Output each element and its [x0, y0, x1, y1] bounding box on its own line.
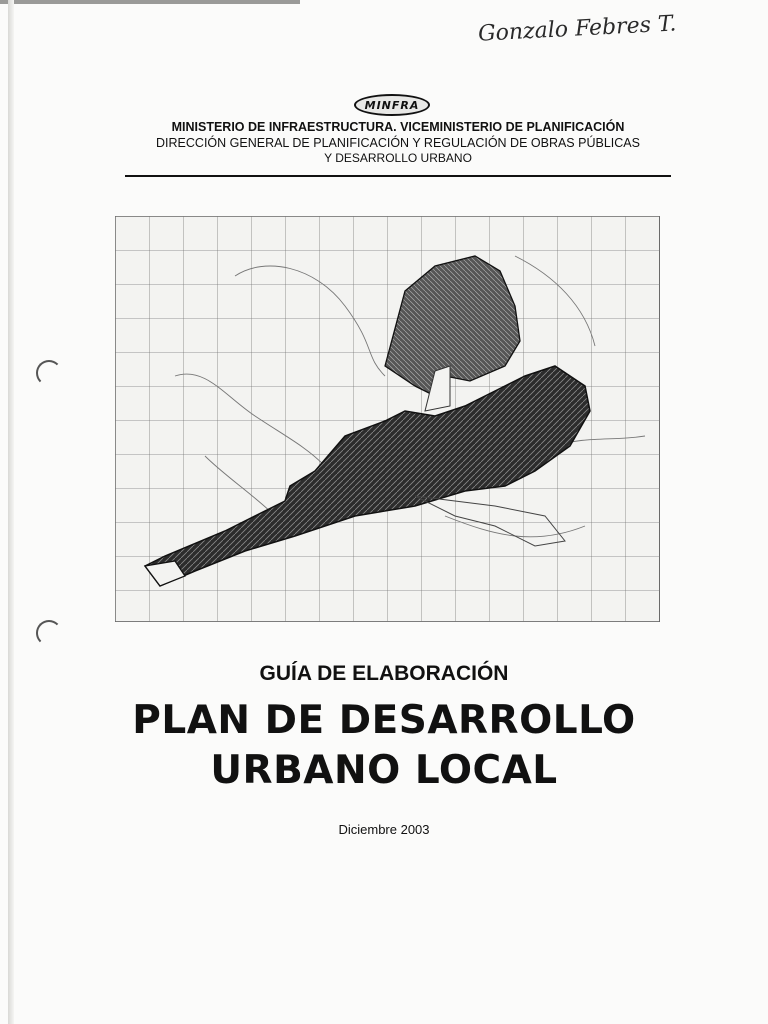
document-title — [0, 696, 768, 796]
minfra-logo: MINFRA — [354, 94, 430, 116]
handwritten-note: Gonzalo Febres T. — [477, 11, 677, 47]
city-map-image — [115, 216, 660, 622]
punch-hole-bottom — [36, 620, 62, 646]
publication-date: Diciembre 2003 — [338, 822, 430, 837]
ministry-header — [125, 120, 671, 165]
punch-hole-top — [36, 360, 62, 386]
guide-subtitle: GUÍA DE ELABORACIÓN — [259, 662, 509, 685]
header-divider — [125, 175, 671, 177]
scan-top-edge — [0, 0, 300, 4]
title-line-2: URBANO LOCAL — [210, 748, 558, 793]
ministry-line: MINISTERIO DE INFRAESTRUCTURA. VICEMINISTERIO DE PLANIFICACIÓN — [171, 120, 625, 134]
directorate-line-2: Y DESARROLLO URBANO — [324, 151, 472, 165]
scan-binding-edge — [8, 0, 14, 1024]
title-line-1: PLAN DE DESARROLLO — [132, 698, 636, 743]
directorate-line: DIRECCIÓN GENERAL DE PLANIFICACIÓN Y REGULACIÓN DE OBRAS PÚBLICAS — [156, 136, 640, 150]
